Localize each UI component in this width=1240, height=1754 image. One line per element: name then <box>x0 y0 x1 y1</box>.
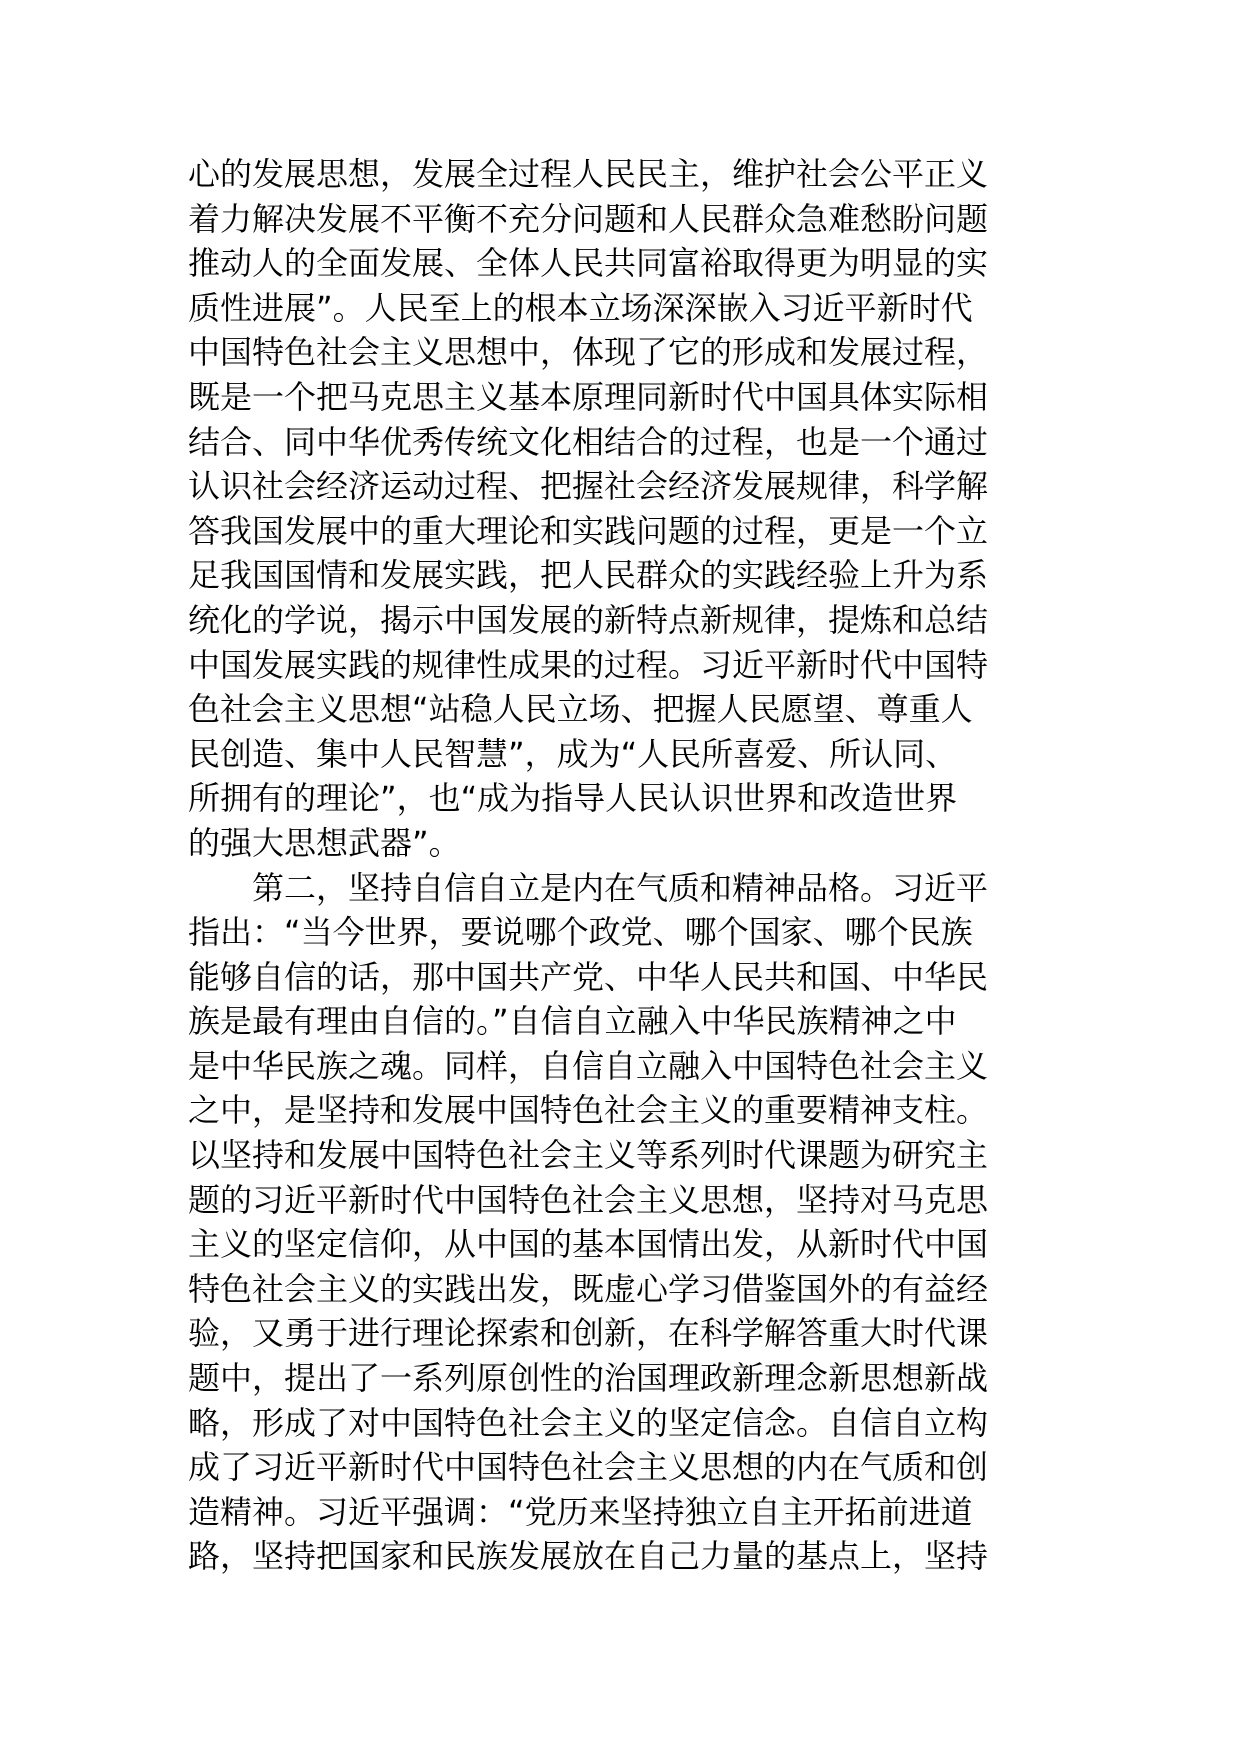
text-line: 主义的坚定信仰，从中国的基本国情出发，从新时代中国 <box>188 1225 989 1264</box>
text-line: 统化的学说，揭示中国发展的新特点新规律，提炼和总结 <box>188 600 989 639</box>
text-line: 质性进展”。人民至上的根本立场深深嵌入习近平新时代 <box>188 288 973 327</box>
text-line: 推动人的全面发展、全体人民共同富裕取得更为明显的实 <box>188 244 989 283</box>
text-line: 以坚持和发展中国特色社会主义等系列时代课题为研究主 <box>188 1136 989 1175</box>
text-line: 既是一个把马克思主义基本原理同新时代中国具体实际相 <box>188 377 989 416</box>
text-line: 族是最有理由自信的。”自信自立融入中华民族精神之中 <box>188 1002 957 1041</box>
text-line: 略，形成了对中国特色社会主义的坚定信念。自信自立构 <box>188 1403 989 1442</box>
text-line: 路，坚持把国家和民族发展放在自己力量的基点上，坚持 <box>188 1537 989 1576</box>
text-line: 指出：“当今世界，要说哪个政党、哪个国家、哪个民族 <box>188 913 973 952</box>
text-line: 的强大思想武器”。 <box>188 823 461 862</box>
text-line: 验，又勇于进行理论探索和创新，在科学解答重大时代课 <box>188 1314 989 1353</box>
text-line: 足我国国情和发展实践，把人民群众的实践经验上升为系 <box>188 556 989 595</box>
text-line: 特色社会主义的实践出发，既虚心学习借鉴国外的有益经 <box>188 1269 989 1308</box>
body-text <box>188 152 1068 1579</box>
text-line: 之中，是坚持和发展中国特色社会主义的重要精神支柱。 <box>188 1091 989 1130</box>
text-line: 民创造、集中人民智慧”，成为“人民所喜爱、所认同、 <box>188 734 958 773</box>
text-line: 结合、同中华优秀传统文化相结合的过程，也是一个通过 <box>188 422 989 461</box>
text-line: 成了习近平新时代中国特色社会主义思想的内在气质和创 <box>188 1448 989 1487</box>
text-line: 中国发展实践的规律性成果的过程。习近平新时代中国特 <box>188 645 989 684</box>
text-line: 心的发展思想，发展全过程人民民主，维护社会公平正义 <box>188 155 989 193</box>
text-line: 造精神。习近平强调：“党历来坚持独立自主开拓前进道 <box>188 1492 973 1531</box>
paragraph-start-line: 第二，坚持自信自立是内在气质和精神品格。习近平 <box>252 868 989 907</box>
text-line: 中国特色社会主义思想中，体现了它的形成和发展过程， <box>188 333 989 372</box>
text-line: 题中，提出了一系列原创性的治国理政新理念新思想新战 <box>188 1359 989 1398</box>
text-line: 能够自信的话，那中国共产党、中华人民共和国、中华民 <box>188 957 989 996</box>
text-line: 所拥有的理论”，也“成为指导人民认识世界和改造世界 <box>188 779 958 818</box>
text-line: 题的习近平新时代中国特色社会主义思想，坚持对马克思 <box>188 1180 989 1219</box>
text-line: 是中华民族之魂。同样，自信自立融入中国特色社会主义 <box>188 1046 989 1085</box>
text-line: 答我国发展中的重大理论和实践问题的过程，更是一个立 <box>188 511 989 550</box>
text-line: 色社会主义思想“站稳人民立场、把握人民愿望、尊重人 <box>188 690 973 729</box>
text-line: 着力解决发展不平衡不充分问题和人民群众急难愁盼问题 <box>188 199 989 238</box>
text-line: 认识社会经济运动过程、把握社会经济发展规律，科学解 <box>188 467 989 506</box>
